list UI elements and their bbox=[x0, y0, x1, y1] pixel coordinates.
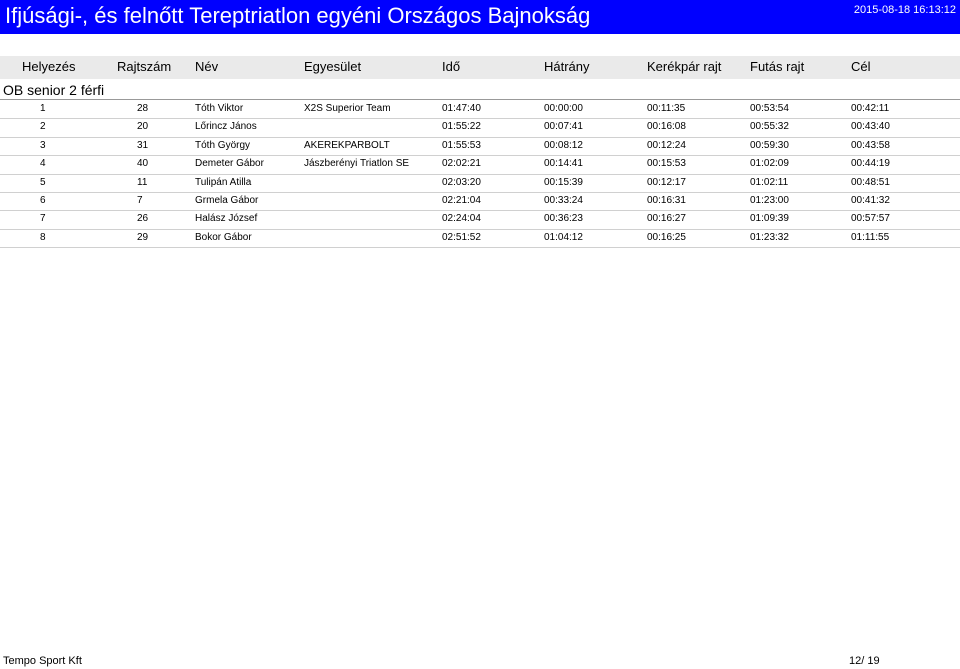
cell-time: 01:55:53 bbox=[442, 139, 481, 151]
table-row bbox=[0, 138, 960, 156]
column-header-bar bbox=[0, 56, 960, 79]
col-header-time: Idő bbox=[442, 59, 461, 74]
timestamp: 2015-08-18 16:13:12 bbox=[853, 4, 956, 16]
cell-time: 01:55:22 bbox=[442, 121, 481, 133]
col-header-finish: Cél bbox=[851, 59, 871, 74]
cell-run-start: 01:23:32 bbox=[750, 231, 789, 243]
col-header-club: Egyesület bbox=[304, 59, 362, 74]
cell-time: 02:24:04 bbox=[442, 213, 481, 225]
cell-gap: 01:04:12 bbox=[544, 231, 583, 243]
cell-gap: 00:14:41 bbox=[544, 158, 583, 170]
cell-finish: 00:41:32 bbox=[851, 194, 890, 206]
cell-run-start: 00:55:32 bbox=[750, 121, 789, 133]
cell-bib: 40 bbox=[137, 158, 149, 170]
cell-bike-start: 00:15:53 bbox=[647, 158, 686, 170]
cell-name: Tulipán Atilla bbox=[195, 176, 252, 188]
cell-rank: 5 bbox=[40, 176, 46, 188]
cell-name: Bokor Gábor bbox=[195, 231, 252, 243]
cell-bib: 11 bbox=[137, 176, 148, 188]
table-row bbox=[0, 230, 960, 248]
col-header-run-start: Futás rajt bbox=[750, 59, 805, 74]
cell-club: X2S Superior Team bbox=[304, 103, 391, 114]
cell-run-start: 01:02:09 bbox=[750, 158, 789, 170]
cell-rank: 4 bbox=[40, 158, 46, 170]
cell-time: 02:03:20 bbox=[442, 176, 481, 188]
cell-finish: 00:44:19 bbox=[851, 158, 890, 170]
category-title: OB senior 2 férfi bbox=[3, 82, 105, 98]
cell-club: Jászberényi Triatlon SE bbox=[304, 158, 410, 170]
cell-name: Lőrincz János bbox=[195, 121, 257, 133]
cell-rank: 8 bbox=[40, 231, 46, 243]
cell-bib: 7 bbox=[137, 194, 143, 206]
cell-finish: 00:48:51 bbox=[851, 176, 890, 188]
cell-club: AKEREKPARBOLT bbox=[304, 139, 390, 151]
results-table bbox=[0, 101, 960, 248]
cell-finish: 01:11:55 bbox=[851, 231, 890, 243]
cell-bike-start: 00:16:25 bbox=[647, 231, 686, 243]
table-row bbox=[0, 175, 960, 193]
cell-bib: 20 bbox=[137, 121, 149, 133]
cell-finish: 00:43:58 bbox=[851, 139, 890, 151]
cell-rank: 3 bbox=[40, 139, 46, 151]
cell-bike-start: 00:12:24 bbox=[647, 139, 686, 151]
cell-bib: 31 bbox=[137, 139, 149, 151]
table-row bbox=[0, 193, 960, 211]
cell-time: 02:21:04 bbox=[442, 194, 481, 206]
footer-page-number: 12/ 19 bbox=[849, 655, 880, 667]
cell-gap: 00:07:41 bbox=[544, 121, 583, 133]
cell-finish: 00:57:57 bbox=[851, 213, 890, 225]
cell-bib: 26 bbox=[137, 213, 149, 225]
cell-rank: 1 bbox=[40, 103, 46, 114]
cell-bib: 28 bbox=[137, 103, 149, 114]
cell-gap: 00:08:12 bbox=[544, 139, 583, 151]
cell-bib: 29 bbox=[137, 231, 149, 243]
table-row bbox=[0, 156, 960, 174]
col-header-rank: Helyezés bbox=[22, 59, 76, 74]
cell-run-start: 00:59:30 bbox=[750, 139, 789, 151]
col-header-bike-start: Kerékpár rajt bbox=[647, 59, 722, 74]
cell-name: Tóth Viktor bbox=[195, 103, 244, 114]
cell-bike-start: 00:16:27 bbox=[647, 213, 686, 225]
cell-bike-start: 00:16:08 bbox=[647, 121, 686, 133]
col-header-name: Név bbox=[195, 59, 219, 74]
page-title: Ifjúsági-, és felnőtt Tereptriatlon egyéni Országos Bajnokság bbox=[5, 3, 591, 28]
table-row bbox=[0, 101, 960, 119]
cell-run-start: 01:09:39 bbox=[750, 213, 789, 225]
cell-gap: 00:33:24 bbox=[544, 194, 583, 206]
cell-bike-start: 00:11:35 bbox=[647, 103, 686, 114]
table-row bbox=[0, 119, 960, 137]
cell-name: Tóth György bbox=[195, 139, 251, 151]
cell-gap: 00:15:39 bbox=[544, 176, 583, 188]
cell-run-start: 01:23:00 bbox=[750, 194, 789, 206]
cell-gap: 00:00:00 bbox=[544, 103, 583, 114]
cell-name: Halász József bbox=[195, 213, 258, 225]
cell-name: Demeter Gábor bbox=[195, 158, 264, 170]
cell-rank: 7 bbox=[40, 213, 46, 225]
cell-time: 02:02:21 bbox=[442, 158, 481, 170]
cell-run-start: 01:02:11 bbox=[750, 176, 789, 188]
cell-run-start: 00:53:54 bbox=[750, 103, 789, 114]
cell-bike-start: 00:12:17 bbox=[647, 176, 686, 188]
cell-finish: 00:43:40 bbox=[851, 121, 890, 133]
col-header-gap: Hátrány bbox=[544, 59, 590, 74]
footer-company: Tempo Sport Kft bbox=[3, 655, 82, 667]
table-row bbox=[0, 211, 960, 229]
cell-bike-start: 00:16:31 bbox=[647, 194, 686, 206]
cell-finish: 00:42:11 bbox=[851, 103, 890, 114]
cell-name: Grmela Gábor bbox=[195, 194, 259, 206]
col-header-bib: Rajtszám bbox=[117, 59, 172, 74]
category-divider bbox=[0, 99, 960, 100]
cell-rank: 6 bbox=[40, 194, 46, 206]
cell-time: 02:51:52 bbox=[442, 231, 481, 243]
cell-time: 01:47:40 bbox=[442, 103, 481, 114]
title-bar bbox=[0, 0, 960, 34]
cell-rank: 2 bbox=[40, 121, 46, 133]
cell-gap: 00:36:23 bbox=[544, 213, 583, 225]
